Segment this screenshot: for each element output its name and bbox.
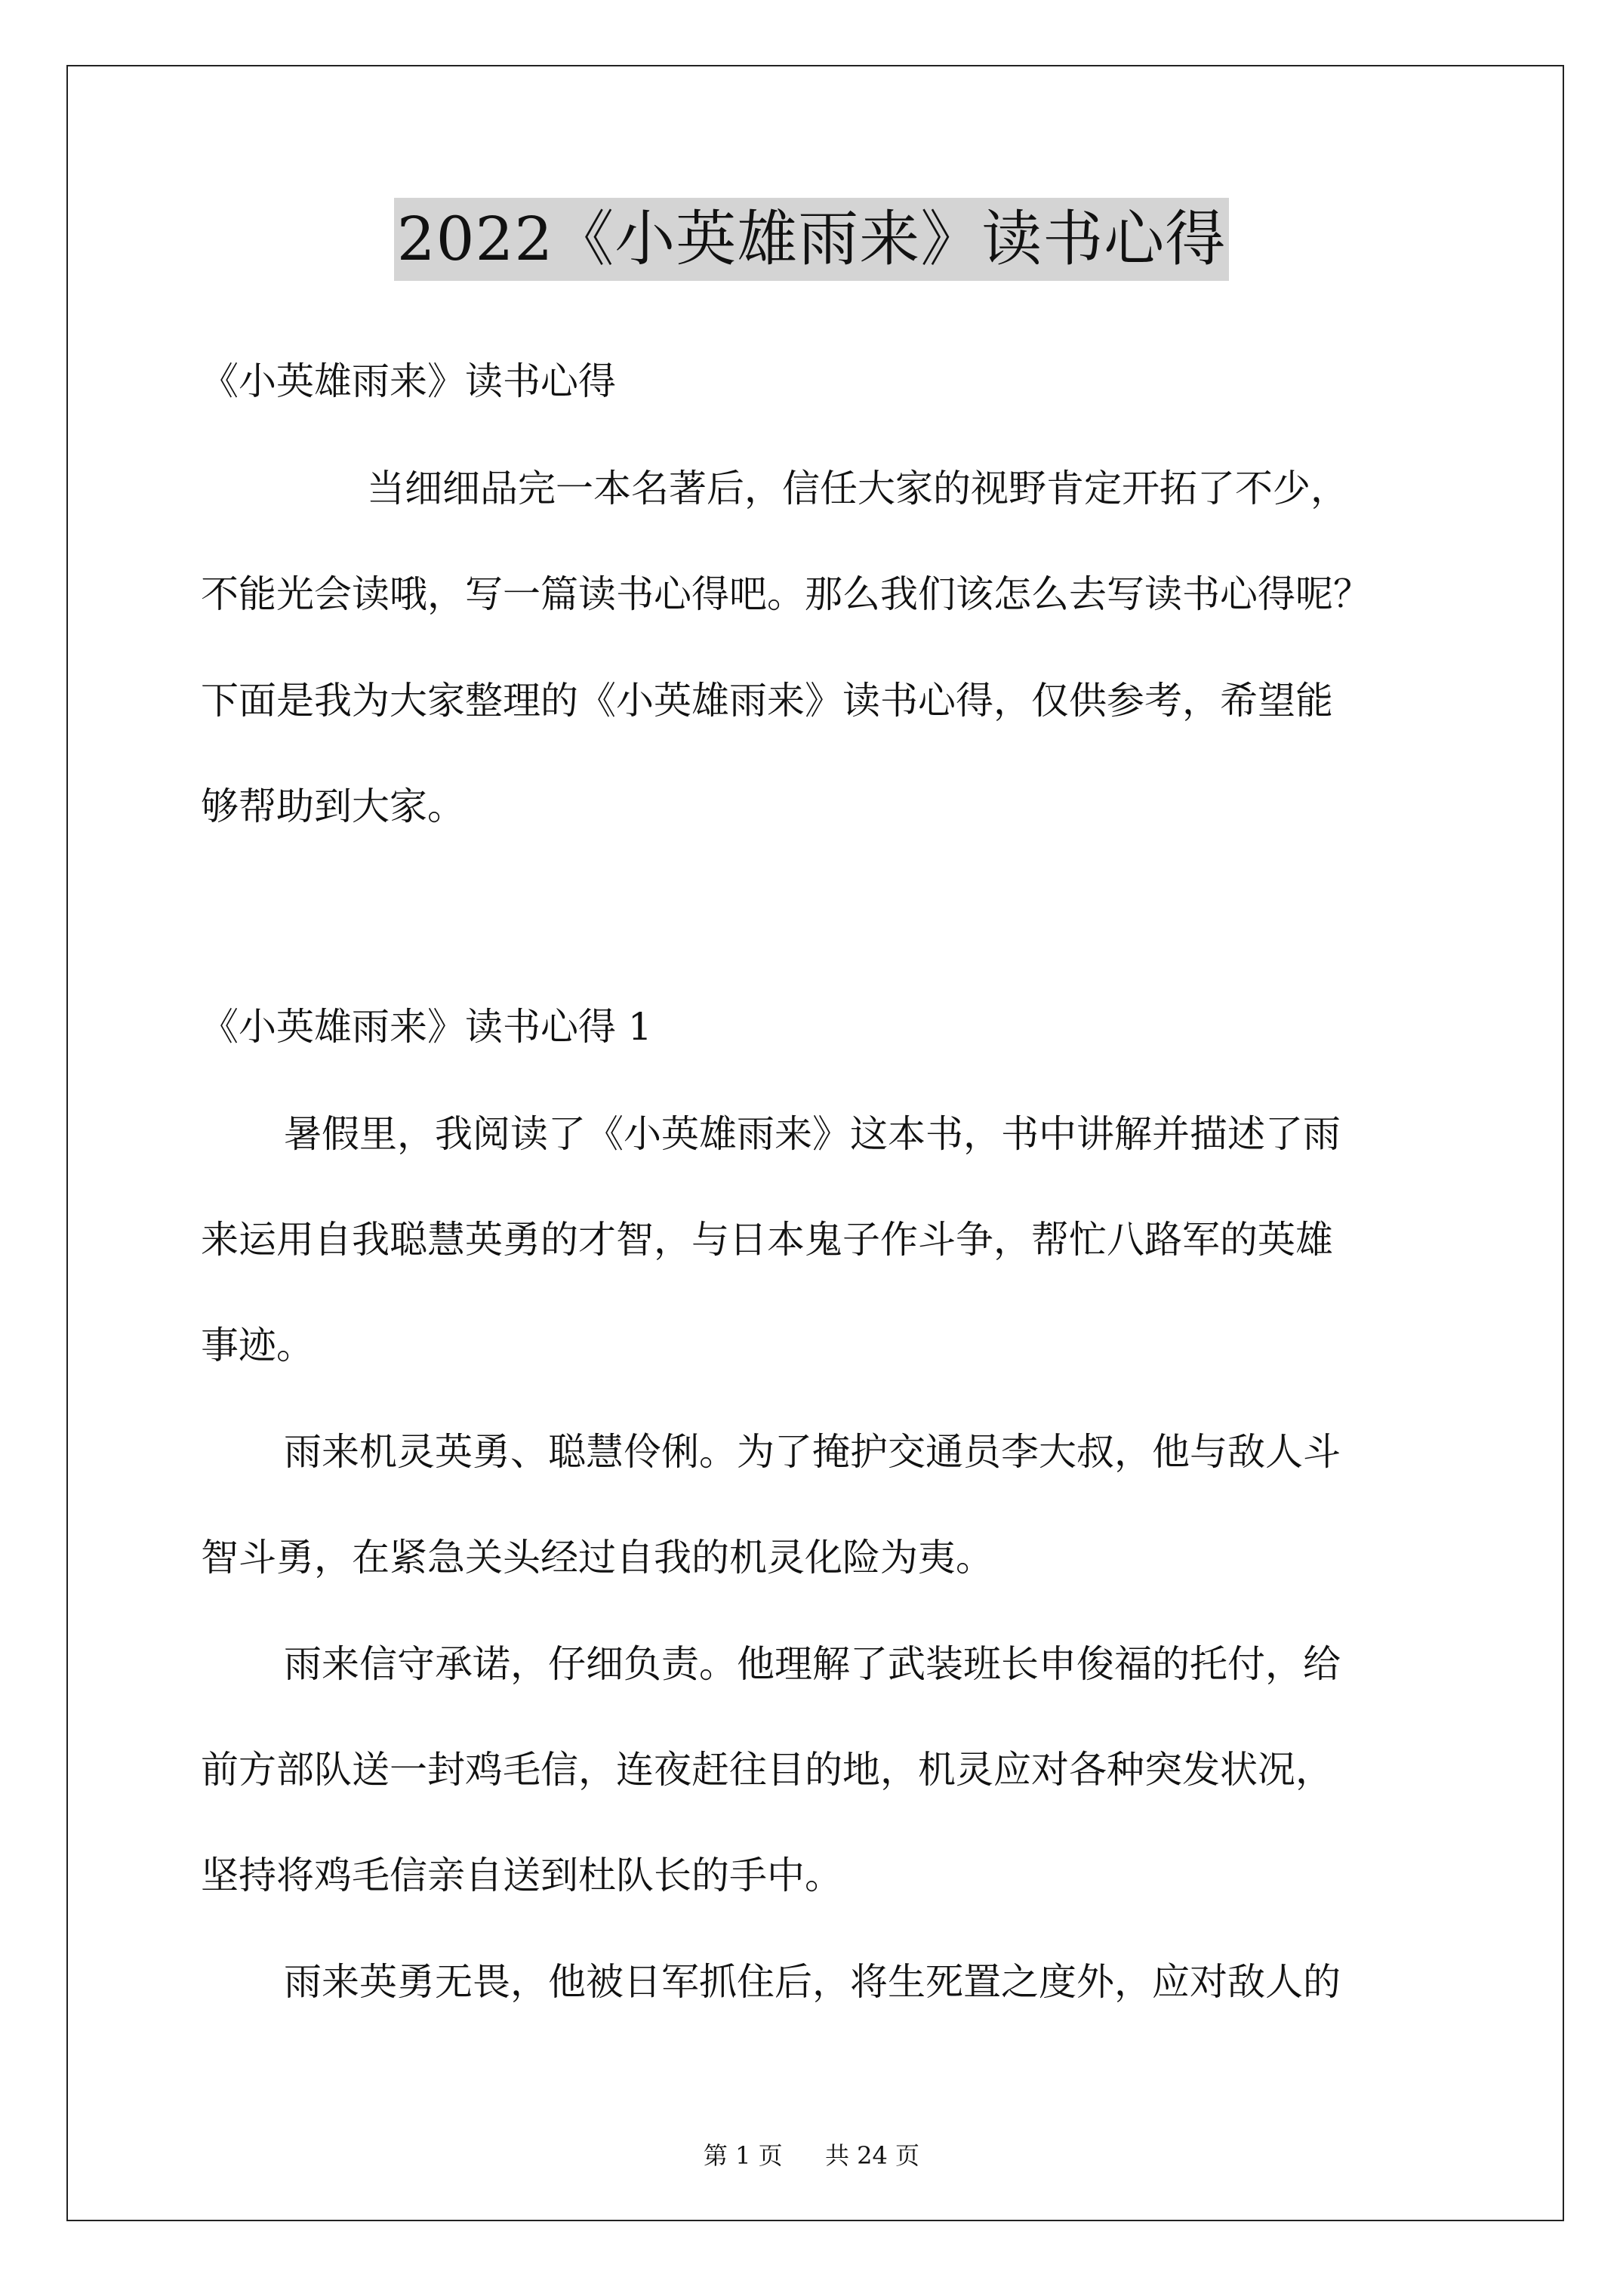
page-number: 第 1 页 — [703, 2141, 783, 2170]
intro-line: 当细细品完一本名著后，信任大家的视野肯定开拓了不少， — [367, 467, 1348, 510]
document-title: 2022《小英雄雨来》读书心得 — [394, 198, 1230, 281]
paragraph-line: 事迹。 — [201, 1324, 314, 1367]
paragraph-line: 前方部队送一封鸡毛信，连夜赶往目的地，机灵应对各种突发状况， — [201, 1748, 1333, 1792]
page-footer — [0, 2140, 1623, 2171]
paragraph-line: 雨来信守承诺，仔细负责。他理解了武装班长申俊福的托付，给 — [284, 1642, 1341, 1686]
paragraph-line: 坚持将鸡毛信亲自送到杜队长的手中。 — [201, 1854, 842, 1897]
paragraph-line: 智斗勇，在紧急关头经过自我的机灵化险为夷。 — [201, 1536, 993, 1579]
paragraph-line: 雨来机灵英勇、聪慧伶俐。为了掩护交通员李大叔，他与敌人斗 — [284, 1430, 1341, 1474]
paragraph-line: 暑假里，我阅读了《小英雄雨来》这本书，书中讲解并描述了雨 — [284, 1112, 1341, 1156]
paragraph-line: 来运用自我聪慧英勇的才智，与日本鬼子作斗争，帮忙八路军的英雄 — [201, 1218, 1333, 1262]
intro-line: 不能光会读哦，写一篇读书心得吧。那么我们该怎么去写读书心得呢？ — [201, 572, 1371, 616]
subtitle: 《小英雄雨来》读书心得 — [201, 359, 616, 403]
page-total: 共 24 页 — [824, 2141, 920, 2170]
intro-line: 够帮助到大家。 — [201, 784, 465, 828]
title-container — [0, 198, 1623, 281]
section-heading: 《小英雄雨来》读书心得 1 — [201, 1005, 652, 1049]
paragraph-line: 雨来英勇无畏，他被日军抓住后，将生死置之度外，应对敌人的 — [284, 1960, 1341, 2004]
intro-line: 下面是我为大家整理的《小英雄雨来》读书心得，仅供参考，希望能 — [201, 679, 1333, 723]
